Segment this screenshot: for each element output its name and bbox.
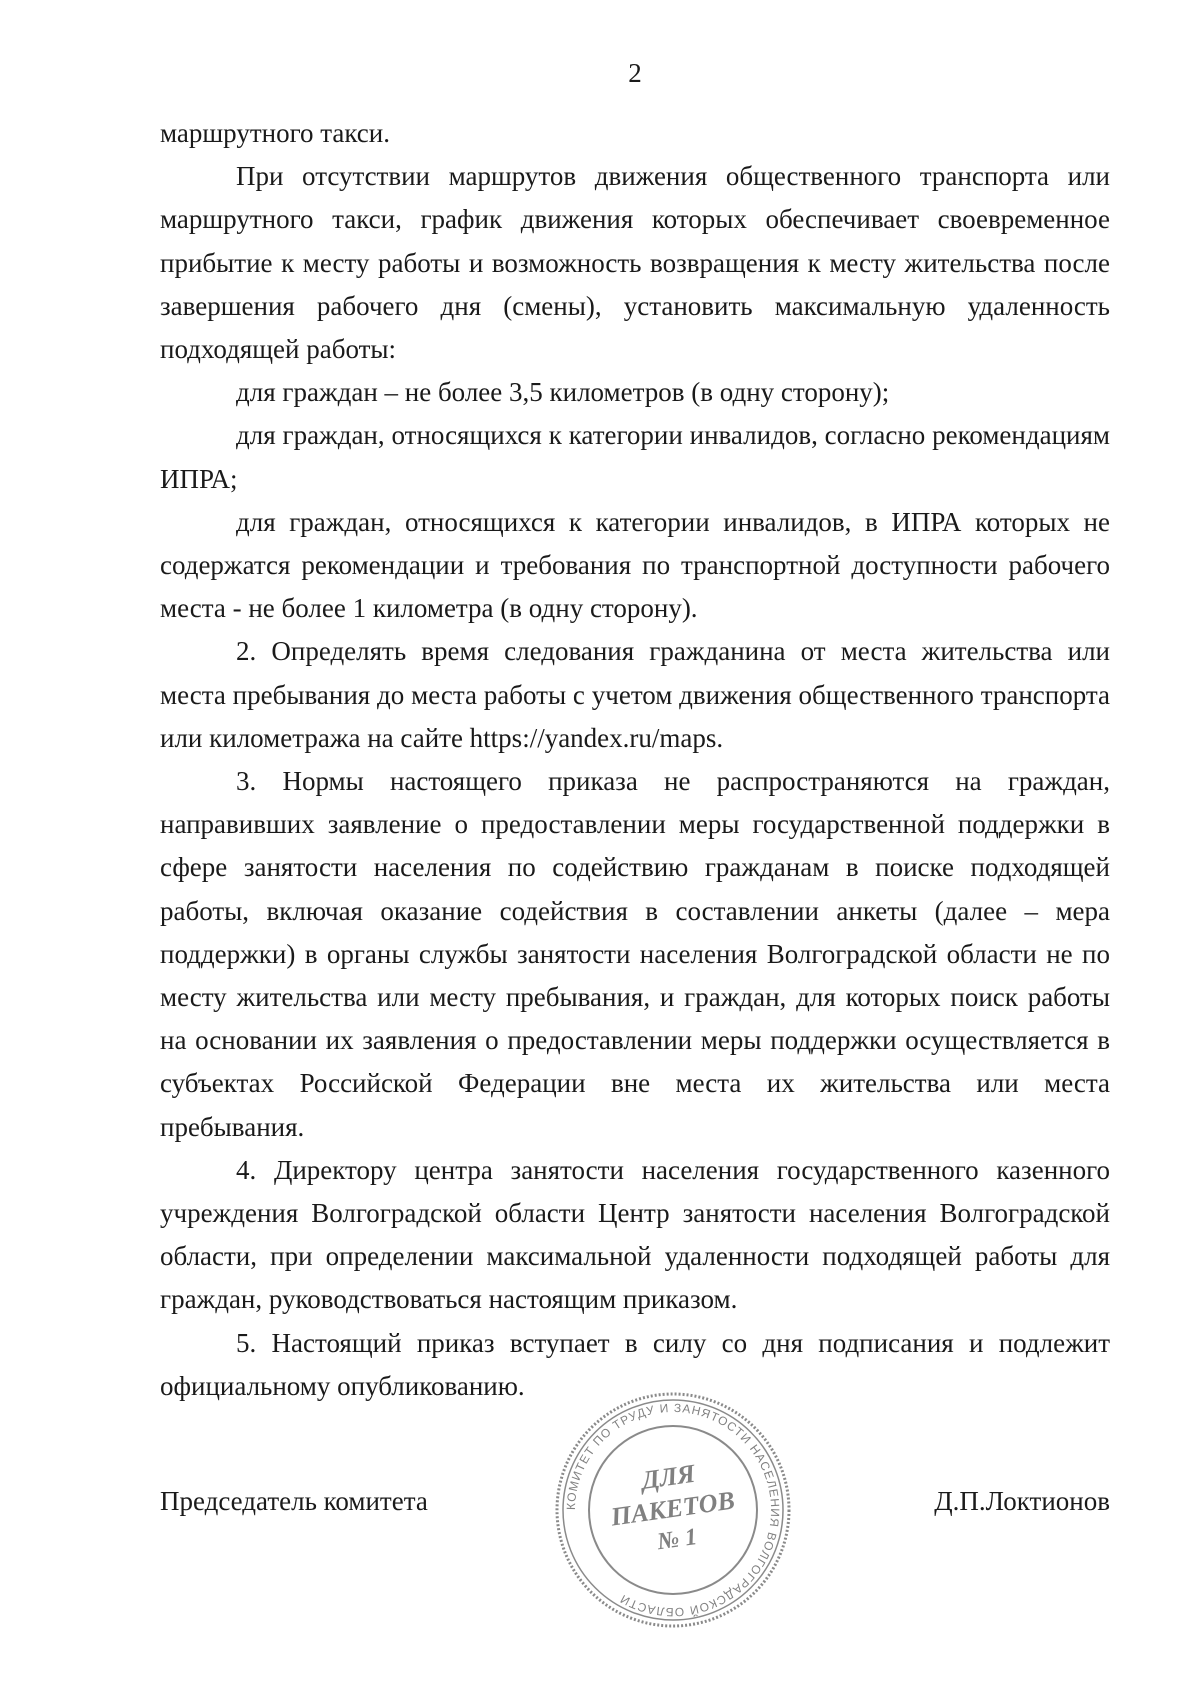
paragraph-item-5: 5. Настоящий приказ вступает в силу со дня подписания и подлежит официальному опубликованию. (160, 1327, 1110, 1401)
paragraph-item-4: 4. Директору центра занятости населения государственного казенного учреждения Волгоградской области Центр занятости населения Волгоградской области, при определении максимальной удаленности подходящей работы для граждан, руководствоваться настоящим приказом. (160, 1154, 1110, 1315)
page-number: 2 (628, 58, 642, 88)
paragraph-item-3: 3. Нормы настоящего приказа не распространяются на граждан, направивших заявление о предоставлении меры государственной поддержки в сфере занятости населения по содействию гражданам в поиске подходящей работы, включая оказание содействия в составлении анкеты (далее – мера поддержки) в органы службы занятости населения Волгоградской области не по месту жительства или месту пребывания, и граждан, для которых поиск работы на основании их заявления о предоставлении меры поддержки осуществляется в субъектах Российской Федерации вне места их жительства или места пребывания. (160, 766, 1110, 1142)
paragraph-continuation: маршрутного такси. (160, 118, 390, 148)
stamp-seal-graphic (548, 1385, 798, 1635)
stamp-ring-text: КОМИТЕТ ПО ТРУДУ И ЗАНЯТОСТИ НАСЕЛЕНИЯ ВОЛГОГРАДСКОЙ ОБЛАСТИ (563, 1400, 783, 1620)
signer-name: Д.П.Локтионов (934, 1486, 1110, 1516)
stamp-line-1: ДЛЯ (639, 1458, 697, 1495)
document-body (160, 112, 1110, 1408)
signer-title: Председатель комитета (160, 1486, 428, 1516)
stamp-line-2: ПАКЕТОВ (609, 1485, 737, 1532)
paragraph-disabled-no-recommendations: для граждан, относящихся к категории инвалидов, в ИПРА которых не содержатся рекомендации и требования по транспортной доступности рабочего места - не более 1 километра (в одну сторону). (160, 506, 1110, 624)
official-stamp (548, 1385, 798, 1635)
paragraph-disabled-ipra: для граждан, относящихся к категории инвалидов, согласно рекомендациям ИПРА; (160, 420, 1110, 494)
paragraph-citizens-distance: для граждан – не более 3,5 километров (в одну сторону); (236, 377, 890, 408)
stamp-line-3: № 1 (655, 1524, 699, 1556)
paragraph-item-2: 2. Определять время следования гражданина от места жительства или места пребывания до места работы с учетом движения общественного транспорта или километража на сайте https://yandex.ru/maps. (160, 636, 1110, 753)
paragraph-distance-rule: При отсутствии маршрутов движения общественного транспорта или маршрутного такси, график движения которых обеспечивает своевременное прибытие к месту работы и возможность возвращения к месту жительства после завершения рабочего дня (смены), установить максимальную удаленность подходящей работы: (160, 161, 1110, 365)
